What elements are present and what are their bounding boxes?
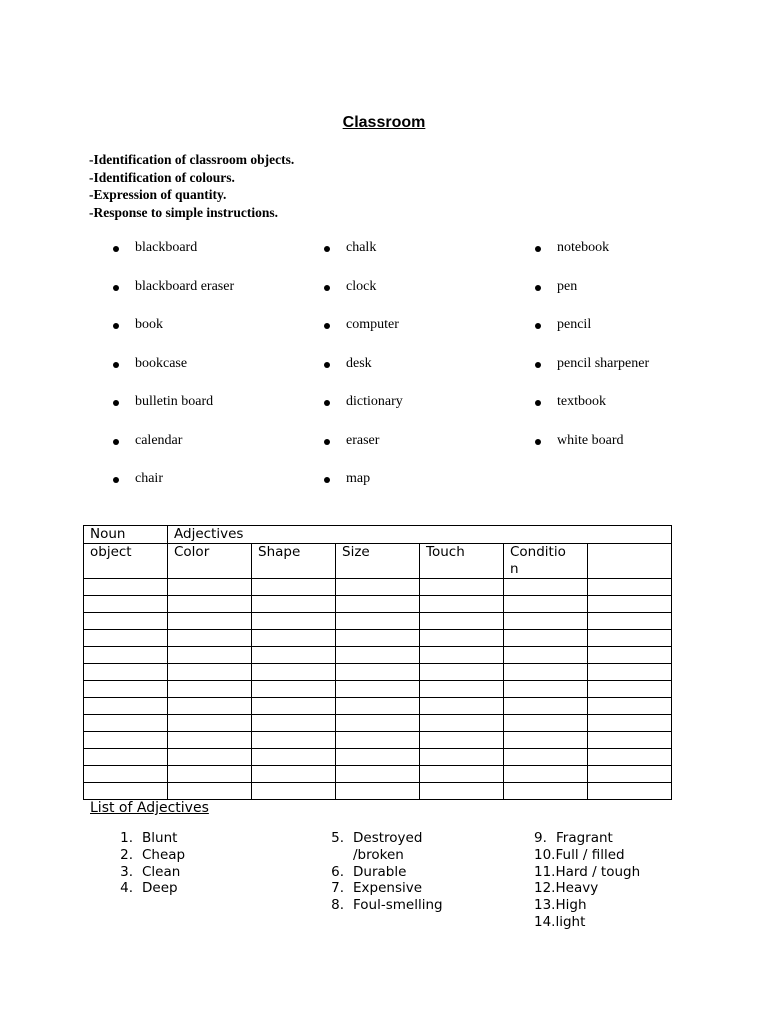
table-cell[interactable] <box>336 749 420 766</box>
list-item: 14. light <box>534 913 586 930</box>
table-cell[interactable] <box>504 596 588 613</box>
table-cell[interactable] <box>84 579 168 596</box>
list-item: dictionary <box>324 394 403 433</box>
list-item: chalk <box>324 240 403 279</box>
table-header-cell: Conditio n <box>504 544 588 579</box>
page-title: Classroom <box>342 114 426 131</box>
table-cell[interactable] <box>588 664 672 681</box>
table-cell[interactable] <box>588 613 672 630</box>
bullet-icon <box>113 362 119 368</box>
table-cell[interactable] <box>84 613 168 630</box>
table-cell[interactable] <box>504 749 588 766</box>
table-cell[interactable] <box>504 681 588 698</box>
table-cell[interactable] <box>588 681 672 698</box>
list-item: notebook <box>535 240 649 279</box>
list-item: book <box>113 317 234 356</box>
list-item: blackboard <box>113 240 234 279</box>
table-cell[interactable] <box>588 749 672 766</box>
table-row <box>84 783 672 800</box>
table-header-cell: Size <box>336 544 420 579</box>
table-cell[interactable] <box>336 664 420 681</box>
table-cell[interactable] <box>504 698 588 715</box>
table-row <box>84 596 672 613</box>
table-cell[interactable] <box>420 596 504 613</box>
bullet-icon <box>113 285 119 291</box>
table-cell[interactable] <box>84 732 168 749</box>
table-cell[interactable] <box>168 749 252 766</box>
table-cell[interactable] <box>420 681 504 698</box>
table-cell[interactable] <box>588 783 672 800</box>
list-item: clock <box>324 279 403 318</box>
table-cell[interactable] <box>588 766 672 783</box>
bullet-icon <box>324 246 330 252</box>
table-cell[interactable] <box>252 664 336 681</box>
table-cell[interactable] <box>84 596 168 613</box>
list-item: 10. Full / filled <box>534 846 625 863</box>
list-item: bulletin board <box>113 394 234 433</box>
table-cell[interactable] <box>168 630 252 647</box>
table-header-cell: Touch <box>420 544 504 579</box>
table-cell[interactable] <box>84 698 168 715</box>
list-item: eraser <box>324 433 403 472</box>
table-cell[interactable] <box>336 698 420 715</box>
table-header-cell: Color <box>168 544 252 579</box>
list-item: pencil sharpener <box>535 356 649 395</box>
table-cell[interactable] <box>420 715 504 732</box>
table-cell[interactable] <box>504 766 588 783</box>
table-cell[interactable] <box>588 630 672 647</box>
table-cell[interactable] <box>84 766 168 783</box>
table-cell[interactable] <box>504 732 588 749</box>
table-cell[interactable] <box>252 715 336 732</box>
table-cell[interactable] <box>168 766 252 783</box>
adjectives-column-2 <box>322 830 443 914</box>
table-cell[interactable] <box>336 681 420 698</box>
list-item: desk <box>324 356 403 395</box>
table-cell[interactable] <box>504 715 588 732</box>
table-cell[interactable] <box>252 630 336 647</box>
table-cell[interactable] <box>504 579 588 596</box>
vocabulary-column-3 <box>535 240 649 471</box>
objective-item: -Identification of classroom objects. <box>89 152 295 167</box>
table-row <box>84 681 672 698</box>
bullet-icon <box>113 323 119 329</box>
list-item: 5. Destroyed <box>331 830 423 846</box>
table-row <box>84 664 672 681</box>
table-cell[interactable] <box>420 732 504 749</box>
table-header-cell: Noun <box>84 526 168 544</box>
table-cell[interactable] <box>504 664 588 681</box>
table-cell[interactable] <box>252 749 336 766</box>
bullet-icon <box>535 246 541 252</box>
table-row <box>84 766 672 783</box>
adjectives-table <box>83 525 672 800</box>
table-cell[interactable] <box>84 749 168 766</box>
table-cell[interactable] <box>168 596 252 613</box>
table-cell[interactable] <box>84 630 168 647</box>
table-cell[interactable] <box>588 596 672 613</box>
adjectives-column-3 <box>534 830 640 931</box>
list-item: textbook <box>535 394 649 433</box>
table-cell[interactable] <box>252 766 336 783</box>
bullet-icon <box>113 246 119 252</box>
table-header-cell: Shape <box>252 544 336 579</box>
table-cell[interactable] <box>168 732 252 749</box>
table-header-cell: Adjectives <box>168 526 672 544</box>
table-cell[interactable] <box>336 715 420 732</box>
table-row <box>84 732 672 749</box>
table-cell[interactable] <box>168 698 252 715</box>
list-item: blackboard eraser <box>113 279 234 318</box>
list-item: 11. Hard / tough <box>534 863 641 880</box>
table-cell[interactable] <box>504 630 588 647</box>
list-item: chair <box>113 471 234 510</box>
table-cell[interactable] <box>84 647 168 664</box>
list-item: 8. Foul-smelling <box>331 897 443 914</box>
table-cell[interactable] <box>588 579 672 596</box>
table-cell[interactable] <box>336 579 420 596</box>
table-cell[interactable] <box>252 783 336 800</box>
list-item: 13. High <box>534 897 587 914</box>
table-cell[interactable] <box>168 579 252 596</box>
table-cell[interactable] <box>420 579 504 596</box>
table-row <box>84 630 672 647</box>
objective-item: -Response to simple instructions. <box>89 204 279 220</box>
list-item: 1. Blunt <box>120 830 178 846</box>
table-cell[interactable] <box>336 613 420 630</box>
table-cell[interactable] <box>336 783 420 800</box>
table-cell[interactable] <box>252 681 336 698</box>
list-item: 2. Cheap <box>120 846 186 863</box>
table-cell[interactable] <box>168 613 252 630</box>
table-cell[interactable] <box>252 596 336 613</box>
bullet-icon <box>324 285 330 291</box>
table-cell[interactable] <box>588 715 672 732</box>
table-header-cell <box>588 544 672 579</box>
table-row <box>84 749 672 766</box>
table-cell[interactable] <box>252 579 336 596</box>
table-cell[interactable] <box>588 647 672 664</box>
table-cell[interactable] <box>168 647 252 664</box>
adjectives-column-1 <box>111 830 185 897</box>
bullet-icon <box>324 362 330 368</box>
table-cell[interactable] <box>84 783 168 800</box>
bullet-icon <box>324 439 330 445</box>
table-cell[interactable] <box>168 664 252 681</box>
list-item: computer <box>324 317 403 356</box>
table-cell[interactable] <box>420 647 504 664</box>
table-header-cell: object <box>84 544 168 579</box>
list-item: calendar <box>113 433 234 472</box>
table-cell[interactable] <box>588 698 672 715</box>
table-header-row <box>84 544 672 579</box>
table-row <box>84 715 672 732</box>
bullet-icon <box>113 477 119 483</box>
table-cell[interactable] <box>84 715 168 732</box>
table-cell[interactable] <box>252 732 336 749</box>
table-cell[interactable] <box>336 596 420 613</box>
table-cell[interactable] <box>336 732 420 749</box>
bullet-icon <box>535 362 541 368</box>
bullet-icon <box>324 323 330 329</box>
table-cell[interactable] <box>504 613 588 630</box>
vocabulary-column-1 <box>113 240 234 510</box>
bullet-icon <box>324 477 330 483</box>
bullet-icon <box>113 400 119 406</box>
table-cell[interactable] <box>252 698 336 715</box>
bullet-icon <box>535 400 541 406</box>
table-cell[interactable] <box>420 698 504 715</box>
objective-item: -Identification of colours. <box>89 169 235 185</box>
bullet-icon <box>113 439 119 445</box>
bullet-icon <box>324 400 330 406</box>
vocabulary-column-2 <box>324 240 403 510</box>
vocabulary-list <box>113 240 713 500</box>
list-item: 9. Fragrant <box>534 830 613 846</box>
list-item: pencil <box>535 317 649 356</box>
list-item: 7. Expensive <box>331 880 423 897</box>
table-cell[interactable] <box>168 783 252 800</box>
table-cell[interactable] <box>252 647 336 664</box>
bullet-icon <box>535 285 541 291</box>
table-row <box>84 647 672 664</box>
objective-item: -Expression of quantity. <box>89 187 227 202</box>
table-cell[interactable] <box>420 783 504 800</box>
adjectives-heading: List of Adjectives <box>90 800 209 816</box>
bullet-icon <box>535 439 541 445</box>
table-cell[interactable] <box>336 766 420 783</box>
table-row <box>84 613 672 630</box>
table-row <box>84 579 672 596</box>
table-cell[interactable] <box>504 783 588 800</box>
list-item: 6. Durable <box>331 863 407 880</box>
table-cell[interactable] <box>420 613 504 630</box>
table-cell[interactable] <box>168 715 252 732</box>
table-cell[interactable] <box>336 647 420 664</box>
list-item: 3. Clean <box>120 863 181 880</box>
table-cell[interactable] <box>420 664 504 681</box>
table-header-row <box>84 526 672 544</box>
table-row <box>84 698 672 715</box>
table-cell[interactable] <box>420 749 504 766</box>
list-item: 4. Deep <box>120 880 178 897</box>
bullet-icon <box>535 323 541 329</box>
list-item: bookcase <box>113 356 234 395</box>
table-cell[interactable] <box>168 681 252 698</box>
table-cell[interactable] <box>84 681 168 698</box>
list-item: 12. Heavy <box>534 880 599 897</box>
table-cell[interactable] <box>420 630 504 647</box>
list-item: pen <box>535 279 649 318</box>
list-item: map <box>324 471 403 510</box>
table-cell[interactable] <box>420 766 504 783</box>
table-cell[interactable] <box>588 732 672 749</box>
objectives-list <box>89 151 294 221</box>
table-cell[interactable] <box>504 647 588 664</box>
table-cell[interactable] <box>252 613 336 630</box>
list-item: white board <box>535 433 649 472</box>
table-cell[interactable] <box>84 664 168 681</box>
table-cell[interactable] <box>336 630 420 647</box>
list-item: /broken <box>353 846 404 863</box>
